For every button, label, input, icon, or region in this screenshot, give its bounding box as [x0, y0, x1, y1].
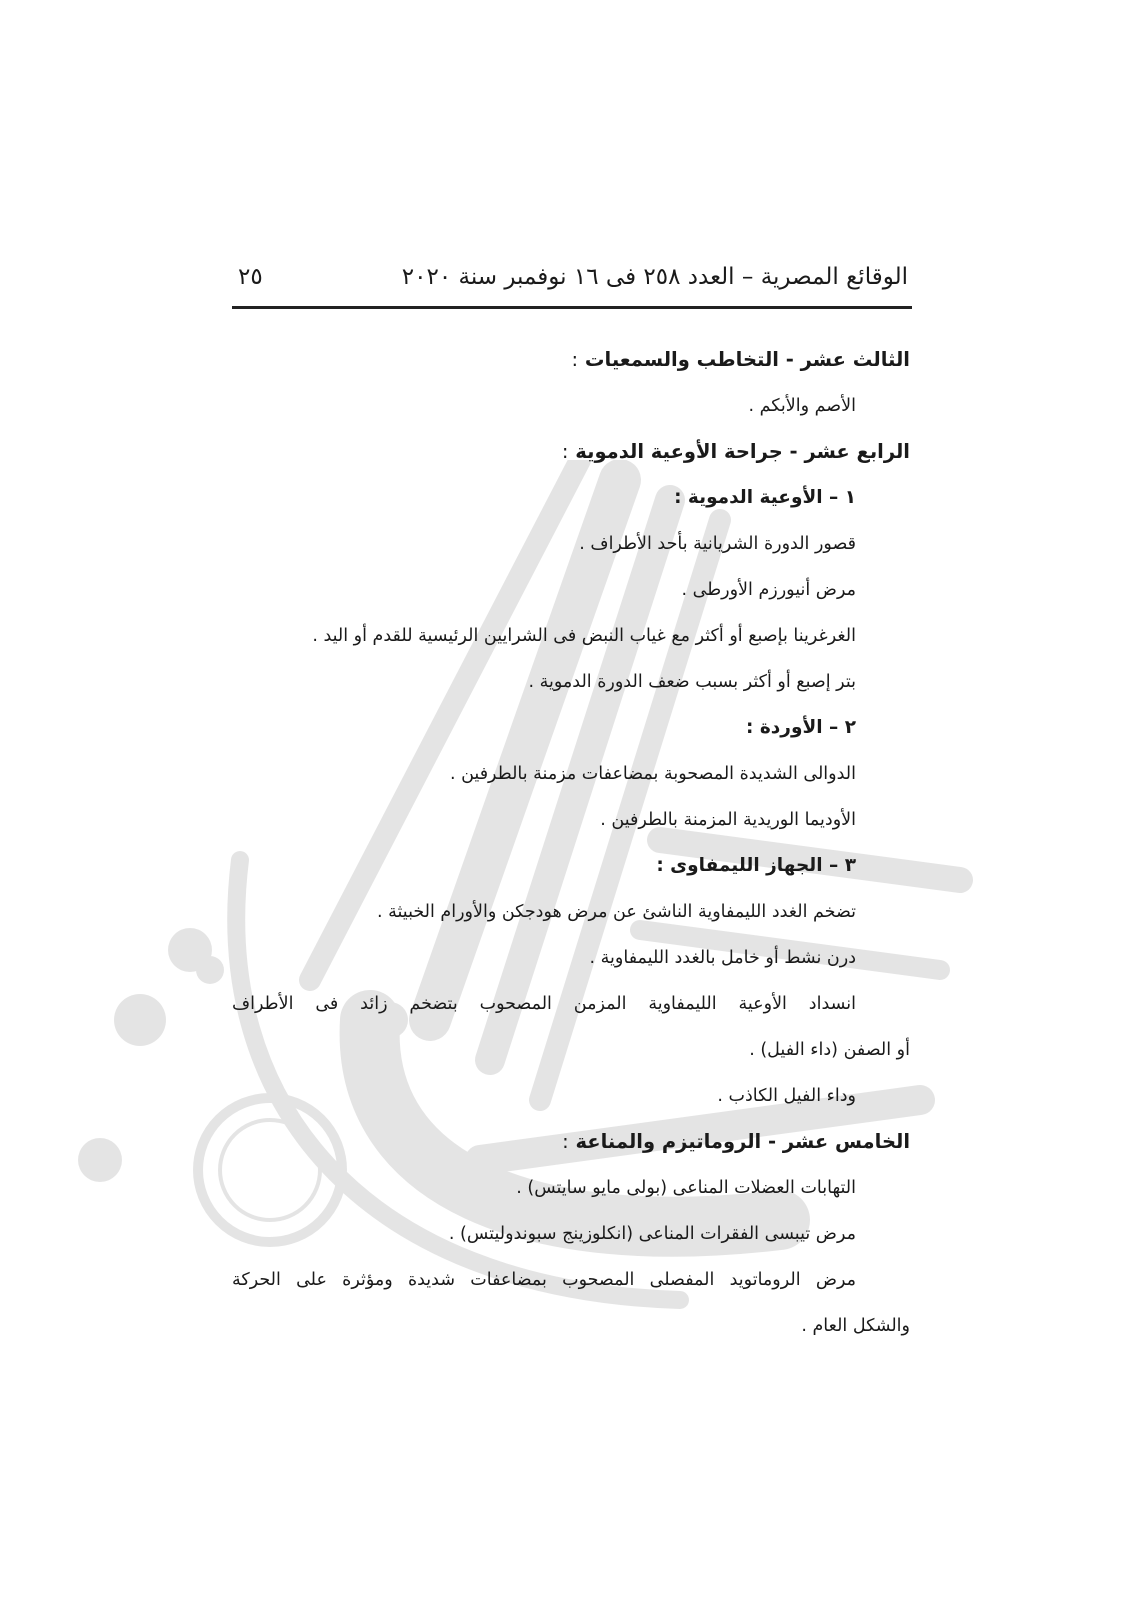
- list-item: انسداد الأوعية الليمفاوية المزمن المصحوب بتضخم زائد فى الأطراف: [232, 994, 856, 1014]
- list-item: مرض تيبسى الفقرات المناعى (انكلوزينج سبوندوليتس) .: [448, 1224, 856, 1244]
- list-item: التهابات العضلات المناعى (بولى مايو سايتس) .: [516, 1178, 856, 1198]
- subsection-1-heading: ١ – الأوعية الدموية :: [674, 487, 856, 508]
- section-14-title: الرابع عشر - جراحة الأوعية الدموية: [575, 440, 910, 463]
- list-item: وداء الفيل الكاذب .: [717, 1086, 856, 1106]
- list-item: قصور الدورة الشريانية بأحد الأطراف .: [579, 534, 856, 554]
- list-item: مرض الروماتويد المفصلى المصحوب بمضاعفات شديدة ومؤثرة على الحركة: [232, 1270, 856, 1290]
- page-header: [232, 262, 912, 309]
- list-item: بتر إصبع أو أكثر بسبب ضعف الدورة الدموية .: [528, 672, 856, 692]
- section-15-heading: [232, 1124, 910, 1170]
- list-item: الغرغرينا بإصبع أو أكثر مع غياب النبض فى الشرايين الرئيسية للقدم أو اليد .: [312, 626, 856, 646]
- subsection-3-heading: ٣ – الجهاز الليمفاوى :: [656, 855, 856, 876]
- section-14-colon: :: [561, 440, 569, 463]
- section-13-colon: :: [571, 348, 579, 371]
- section-13-heading: [232, 342, 910, 388]
- page-number: ٢٥: [238, 264, 263, 290]
- document-body: [232, 342, 910, 1354]
- list-item-continuation: والشكل العام .: [801, 1316, 910, 1336]
- list-item: درن نشط أو خامل بالغدد الليمفاوية .: [589, 948, 856, 968]
- list-item-continuation: أو الصفن (داء الفيل) .: [749, 1040, 910, 1060]
- list-item: تضخم الغدد الليمفاوية الناشئ عن مرض هودجكن والأورام الخبيثة .: [377, 902, 856, 922]
- list-item: الأصم والأبكم .: [748, 396, 856, 416]
- section-15-colon: :: [562, 1130, 569, 1153]
- section-13-title: الثالث عشر - التخاطب والسمعيات: [584, 348, 910, 371]
- list-item: الأوديما الوريدية المزمنة بالطرفين .: [600, 810, 856, 830]
- list-item: الدوالى الشديدة المصحوبة بمضاعفات مزمنة بالطرفين .: [449, 764, 856, 784]
- section-14-heading: [232, 434, 910, 480]
- list-item: مرض أنيورزم الأورطى .: [681, 580, 856, 600]
- gazette-title: الوقائع المصرية – العدد ٢٥٨ فى ١٦ نوفمبر سنة ٢٠٢٠: [401, 264, 908, 290]
- subsection-2-heading: ٢ – الأوردة :: [746, 717, 856, 738]
- section-15-title: الخامس عشر - الروماتيزم والمناعة: [575, 1130, 910, 1153]
